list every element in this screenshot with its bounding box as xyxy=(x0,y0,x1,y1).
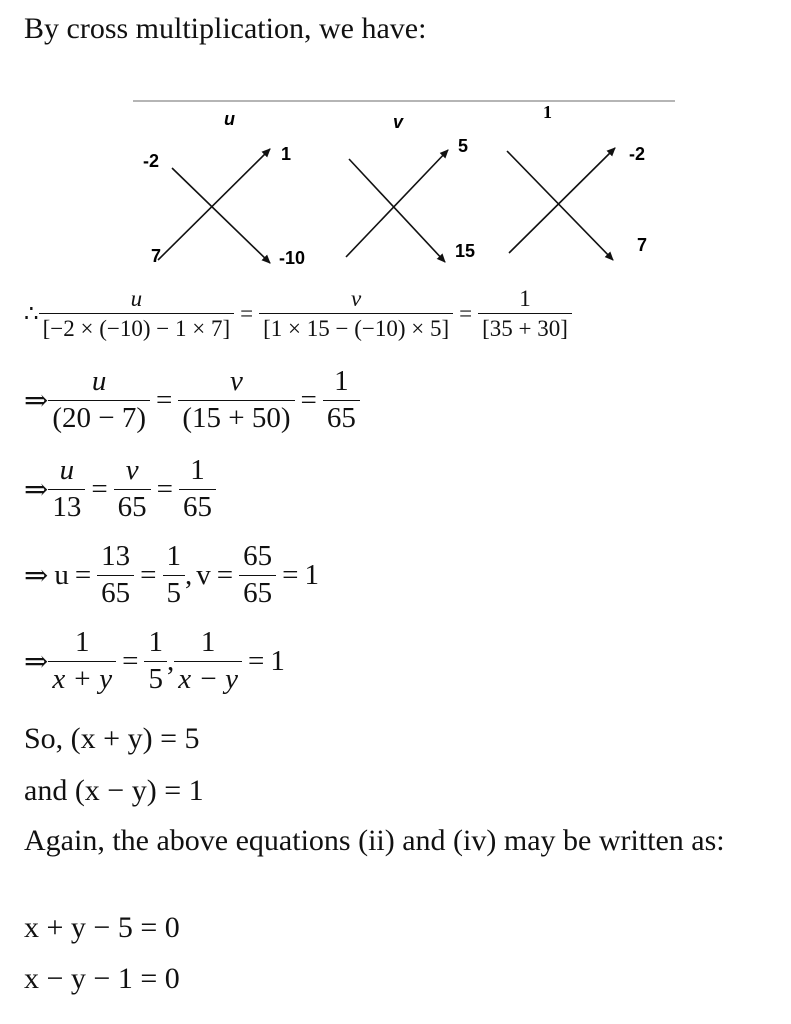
fraction: $\frac{1}{65}$ xyxy=(323,366,360,435)
cross-2-rising-arrow xyxy=(346,150,448,257)
fraction: $\frac{u}{(20 - 7)}$ xyxy=(48,366,150,435)
cross-3-rising-arrow xyxy=(509,148,615,253)
fraction: $\frac{1}{5}$ xyxy=(163,541,186,610)
cross-2-top-right: 5 xyxy=(458,136,469,156)
line-diff: and (x − y) = 1 xyxy=(24,774,204,807)
cross-2-falling-arrow xyxy=(349,159,445,262)
cross-1-bottom-left: 7 xyxy=(151,246,162,266)
line-sum: So, (x + y) = 5 xyxy=(24,722,200,755)
fraction: $\frac{13}{65}$ xyxy=(97,541,134,610)
implies-symbol: ⇒ xyxy=(24,645,49,678)
fraction: $\frac{v}{(15 + 50)}$ xyxy=(178,366,294,435)
fraction: $\frac{v}{65}$ xyxy=(114,455,151,524)
header-v-label: v xyxy=(393,112,404,132)
cross-3-top-right: -2 xyxy=(629,144,646,164)
again-paragraph: Again, the above equations (ii) and (iv) may be written as: xyxy=(24,824,725,857)
fraction: $\frac{1}{x + y}$ xyxy=(48,627,116,696)
fraction: $\frac{1}{[35 + 30]}$ xyxy=(478,286,572,342)
step-4-equation: ⇒ u = $\frac{13}{65}$ = $\frac{1}{5}$ , v = $\frac{65}{65}$ = 1 xyxy=(24,540,319,609)
fraction: $\frac{1}{x - y}$ xyxy=(174,627,242,696)
step-1-equation: ∴ $\frac{u}{[-2 \times (-10) - 1 \times 7]}$ = $\frac{v}{[1 \times 15 - (-10) \times 5]}$ = $\frac{1}{[35 + 30]}$ xyxy=(24,286,572,342)
intro-text: By cross multiplication, we have: xyxy=(24,12,427,45)
fraction: $\frac{1}{65}$ xyxy=(179,455,216,524)
cross-3-falling-arrow xyxy=(507,151,613,260)
step-5-equation: ⇒ $\frac{1}{x + y}$ = $\frac{1}{5}$ , $\frac{1}{x - y}$ = 1 xyxy=(24,626,285,695)
cross-1-falling-arrow xyxy=(172,168,270,263)
cross-3 xyxy=(507,148,615,260)
header-one-label: 1 xyxy=(543,102,552,122)
fraction: $\frac{1}{5}$ xyxy=(144,627,167,696)
fraction: $\frac{v}{[1 \times 15 - (-10) \times 5]}$ xyxy=(259,286,453,342)
step-3-equation: ⇒ $\frac{u}{13}$ = $\frac{v}{65}$ = $\frac{1}{65}$ xyxy=(24,455,216,524)
fraction: $\frac{u}{[-2 \times (-10) - 1 \times 7]}$ xyxy=(39,286,235,342)
step-2-equation: ⇒ $\frac{u}{(20 - 7)}$ = $\frac{v}{(15 + 50)}$ = $\frac{1}{65}$ xyxy=(24,366,360,435)
cross-2 xyxy=(346,150,448,262)
fraction: $\frac{u}{13}$ xyxy=(48,455,85,524)
therefore-symbol: ∴ xyxy=(24,300,39,326)
cross-1-top-left: -2 xyxy=(143,151,160,171)
equation-2: x − y − 1 = 0 xyxy=(24,962,180,995)
fraction: $\frac{65}{65}$ xyxy=(239,541,276,610)
cross-1-bottom-right: -10 xyxy=(279,248,306,268)
implies-symbol: ⇒ xyxy=(24,473,49,506)
cross-1-top-right: 1 xyxy=(281,144,292,164)
cross-1-rising-arrow xyxy=(158,149,270,260)
cross-1 xyxy=(158,149,270,263)
implies-symbol: ⇒ xyxy=(24,384,49,417)
cross-3-bottom-right: 7 xyxy=(637,235,648,255)
implies-symbol: ⇒ xyxy=(24,559,49,592)
cross-2-bottom-right: 15 xyxy=(455,241,476,261)
equation-1: x + y − 5 = 0 xyxy=(24,911,180,944)
cross-multiplication-diagram xyxy=(0,0,791,290)
header-u-label: u xyxy=(224,109,235,129)
